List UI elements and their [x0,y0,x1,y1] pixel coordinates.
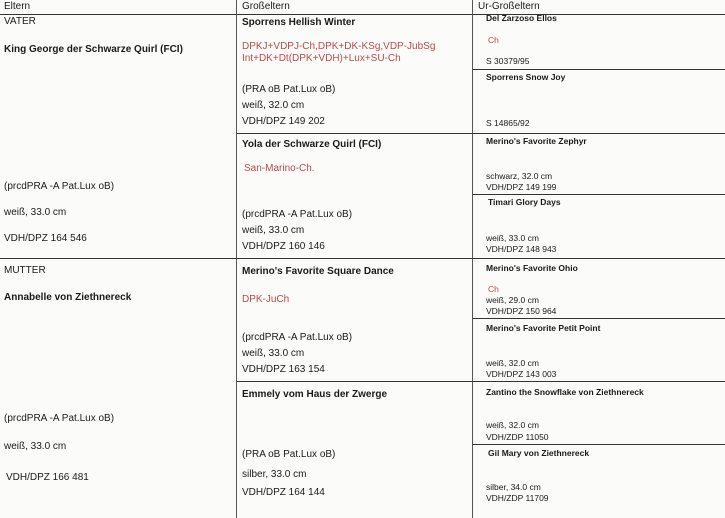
ggp-divider-3 [473,318,725,319]
gp4-reg: VDH/DPZ 164 144 [242,487,325,498]
gp-divider-2 [237,381,725,382]
ggp-divider-4 [473,444,725,445]
gp3-color-size: weiß, 33.0 cm [242,348,305,359]
ggp2-reg: S 14865/92 [486,118,530,128]
mother-health: (prcdPRA -A Pat.Lux oB) [4,413,115,424]
gp2-name: Yola der Schwarze Quirl (FCI) [242,139,382,150]
header-great-grandparents: Ur-Großeltern [478,1,540,12]
gp3-name: Merino's Favorite Square Dance [242,266,394,277]
header-parents: Eltern [4,1,31,12]
ggp3-name: Merino's Favorite Zephyr [486,136,587,146]
gp1-titles-2: Int+DK+Dt(DPK+VDH)+Lux+SU-Ch [242,53,401,64]
ggp5-name: Merino's Favorite Ohio [486,263,578,273]
gp4-color-size: silber, 33.0 cm [242,469,307,480]
ggp3-reg: VDH/DPZ 149 199 [486,182,557,192]
father-health: (prcdPRA -A Pat.Lux oB) [4,181,115,192]
header-grandparents: Großeltern [242,1,290,12]
ggp7-color-size: weiß, 32.0 cm [486,420,539,430]
gp1-color-size: weiß, 32.0 cm [242,100,305,111]
ggp7-name: Zantino the Snowflake von Ziethnereck [486,387,644,397]
gp3-titles: DPK-JuCh [242,294,290,305]
gp3-health: (prcdPRA -A Pat.Lux oB) [242,332,353,343]
gp2-reg: VDH/DPZ 160 146 [242,241,325,252]
gp1-name: Sporrens Hellish Winter [242,17,356,28]
gp4-health: (PRA oB Pat.Lux oB) [242,449,336,460]
father-name: King George der Schwarze Quirl (FCI) [4,44,183,55]
father-color-size: weiß, 33.0 cm [4,207,67,218]
ggp4-reg: VDH/DPZ 148 943 [486,244,557,254]
gp3-reg: VDH/DPZ 163 154 [242,364,325,375]
ggp-divider-1 [473,69,725,70]
ggp6-name: Merino's Favorite Petit Point [486,323,601,333]
ggp1-reg: S 30379/95 [486,56,530,66]
gp4-name: Emmely vom Haus der Zwerge [242,389,388,400]
ggp8-color-size: silber, 34.0 cm [486,482,541,492]
ggp5-titles: Ch [488,284,499,294]
father-reg: VDH/DPZ 164 546 [4,233,87,244]
column-divider-2 [472,0,473,518]
ggp6-reg: VDH/DPZ 143 003 [486,369,557,379]
ggp-divider-2 [473,194,725,195]
mother-name: Annabelle von Ziethnereck [4,292,132,303]
mother-reg: VDH/DPZ 166 481 [6,472,89,483]
ggp8-name: Gil Mary von Ziethnereck [488,448,590,458]
ggp4-name: Timari Glory Days [488,197,561,207]
gp2-color-size: weiß, 33.0 cm [242,225,305,236]
gp2-health: (prcdPRA -A Pat.Lux oB) [242,209,353,220]
ggp5-reg: VDH/DPZ 150 964 [486,306,557,316]
parents-divider [0,258,725,259]
ggp4-color-size: weiß, 33.0 cm [486,233,539,243]
ggp7-reg: VDH/ZDP 11050 [486,432,549,442]
ggp3-color-size: schwarz, 32.0 cm [486,171,553,181]
ggp5-color-size: weiß, 29.0 cm [486,295,539,305]
gp1-health: (PRA oB Pat.Lux oB) [242,84,336,95]
father-label: VATER [4,16,36,27]
ggp8-reg: VDH/ZDP 11709 [486,493,549,503]
header-rule [0,14,725,15]
column-divider-1 [236,0,237,518]
ggp6-color-size: weiß, 32.0 cm [486,358,539,368]
gp1-titles-1: DPKJ+VDPJ-Ch,DPK+DK-KSg,VDP-JubSg [242,41,436,52]
gp2-titles: San-Marino-Ch. [244,163,315,174]
ggp1-name: Del Zarzoso Ellos [486,13,557,23]
mother-label: MUTTER [4,265,46,276]
gp-divider-1 [237,133,725,134]
ggp2-name: Sporrens Snow Joy [486,72,566,82]
ggp1-titles: Ch [488,35,499,45]
mother-color-size: weiß, 33.0 cm [4,441,67,452]
gp1-reg: VDH/DPZ 149 202 [242,116,325,127]
